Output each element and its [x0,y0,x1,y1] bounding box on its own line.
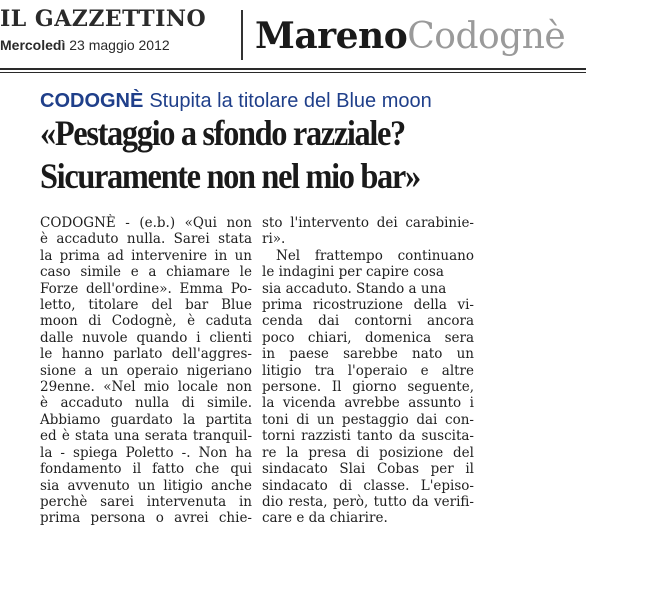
text-line: la prima ad intervenire in un [40,247,252,264]
text-line: cenda dai contorni ancora [262,313,474,330]
text-line: Abbiamo guardato la partita [40,411,252,428]
text-line: dio resta, però, tutto da verifi- [262,493,474,510]
article-column-1 [40,215,252,527]
issue-weekday: Mercoledì [0,37,66,53]
text-line: fondamento il fatto che qui [40,461,252,478]
article-kicker [40,90,432,113]
text-line: torni razzisti tanto da suscita- [262,428,474,445]
text-line: prima persona o avrei chie- [40,510,252,527]
text-line: perchè sarei intervenuta in [40,493,252,510]
text-line: le indagini per capire cosa [262,264,444,281]
text-line: sindacato di classe. L'episo- [262,477,474,494]
section-title [255,16,565,57]
text-line: caso simile e a chiamare le [40,264,252,281]
text-line: prima ricostruzione della vi- [262,297,474,314]
text-line: sindacato Slai Cobas per il [262,461,474,478]
text-line: litigio tra l'operaio e altre [262,362,474,379]
headline-line-2: Sicuramente non nel mio bar» [40,156,420,196]
kicker-place: CODOGNÈ [40,90,144,112]
text-line: le hanno parlato dell'aggres- [40,346,252,363]
text-line: letto, titolare del bar Blue [40,297,252,314]
newspaper-name: IL GAZZETTINO [0,6,207,32]
text-line: dalle nuvole quando i clienti [40,329,252,346]
text-line: CODOGNÈ - (e.b.) «Qui non [40,215,252,231]
section-title-part2: Codognè [407,16,566,57]
text-line: ed è stata una serata tranquil- [40,428,252,445]
kicker-text: Stupita la titolare del Blue moon [149,90,432,112]
header-rule-thin [0,72,586,73]
text-line: la - spiega Poletto -. Non ha [40,444,252,461]
text-line: la vicenda avrebbe assunto i [262,395,474,412]
text-line: ri». [262,231,286,248]
text-line: re la presa di posizione del [262,444,474,461]
text-line: sione a un operaio nigeriano [40,362,252,379]
text-line: 29enne. «Nel mio locale non [40,379,252,396]
text-line: è accaduto nulla di simile. [40,395,252,412]
headline-line-1: «Pestaggio a sfondo razziale? [40,113,405,153]
text-line: Forze dell'ordine». Emma Po- [40,280,252,297]
text-line: sia avvenuto un litigio anche [40,477,252,494]
issue-day: 23 maggio 2012 [69,37,170,53]
text-line: Nel frattempo continuano [276,247,474,264]
article-headline [40,112,420,198]
text-line: moon di Codognè, è caduta [40,313,252,330]
text-line: persone. Il giorno seguente, [262,379,474,396]
text-line: toni di un pestaggio dai con- [262,411,474,428]
section-title-part1: Mareno [255,15,408,57]
text-line: è accaduto nulla. Sarei stata [40,231,252,248]
masthead-divider [241,10,243,60]
issue-date [0,37,170,53]
text-line: sia accaduto. Stando a una [262,280,447,297]
text-line: poco chiari, domenica sera [262,329,474,346]
header-rule [0,68,586,70]
text-line: in paese sarebbe nato un [262,346,474,363]
text-line: sto l'intervento dei carabinie- [262,215,474,231]
text-line: care e da chiarire. [262,510,388,527]
article-column-2 [262,215,474,527]
